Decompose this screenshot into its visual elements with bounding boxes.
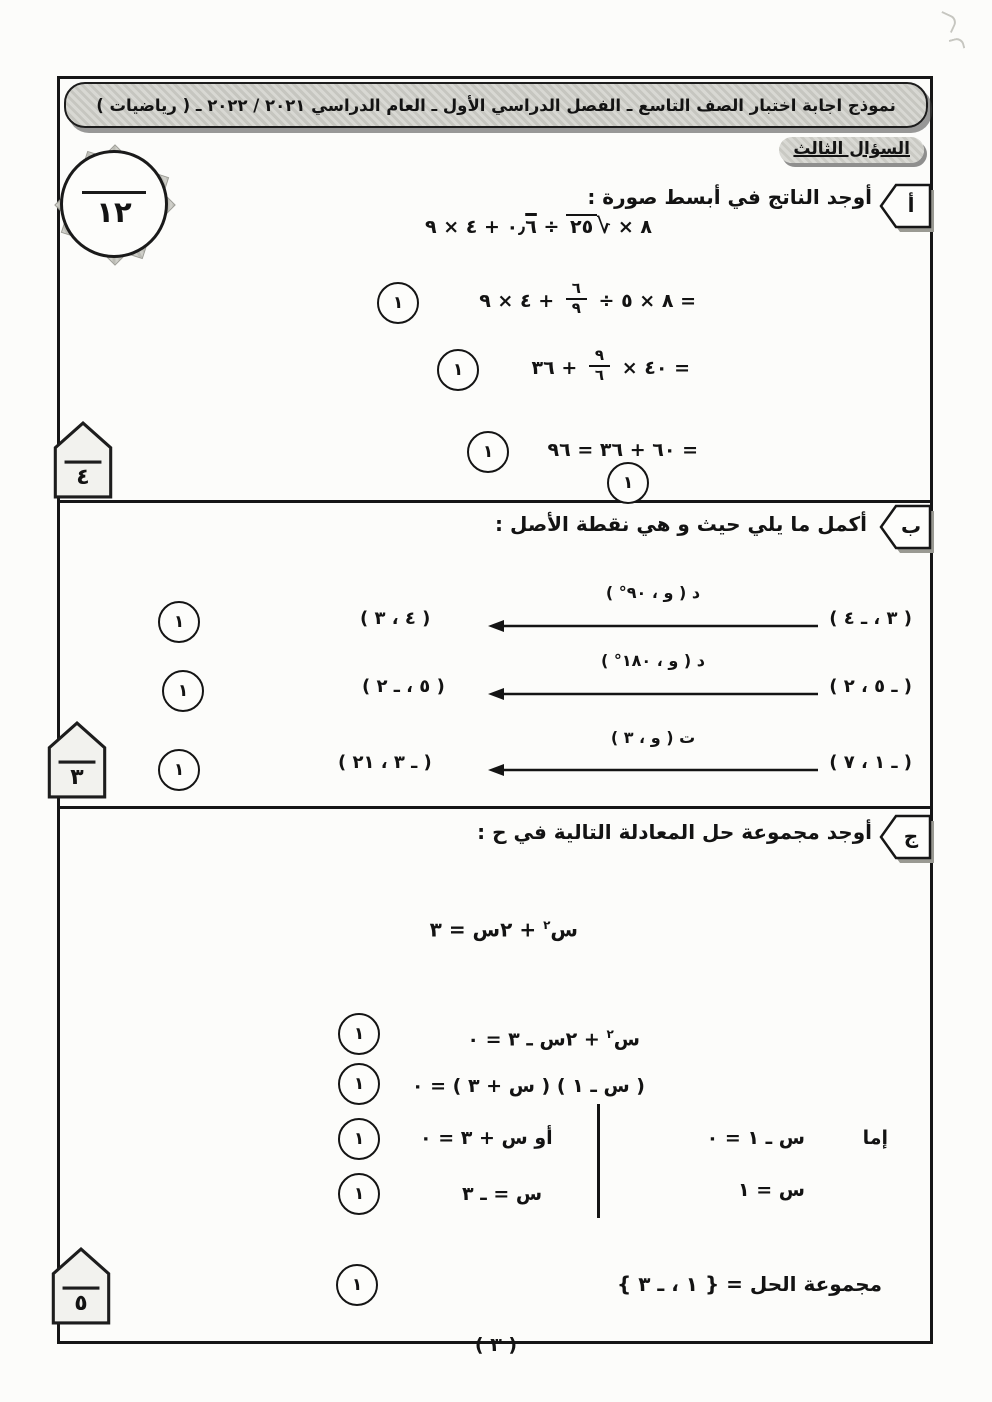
transformation-label: ت ( و ، ٣ ): [610, 728, 696, 747]
section-divider: [57, 500, 933, 503]
coordinate-to: ( ٥ ، ـ ٢ ): [362, 676, 445, 697]
tab-letter: ب: [900, 514, 922, 538]
solution-step-3-right: س ـ ١ = ٠: [706, 1127, 805, 1149]
fraction-numerator: ٩: [589, 347, 610, 366]
mark-circle: [158, 749, 200, 791]
solution-set: مجموعة الحل = { ١ ، ـ ٣ }: [617, 1272, 882, 1296]
expr-part: س: [613, 1028, 640, 1051]
mark-circle: [162, 670, 204, 712]
page-number: ( ٣ ): [474, 1334, 518, 1356]
mark-value: ١: [392, 293, 404, 313]
mark-value: ١: [173, 612, 185, 632]
coordinate-from: ( ـ ٥ ، ٢ ): [829, 676, 912, 697]
mark-value: ١: [353, 1129, 365, 1149]
mark-value: ١: [353, 1184, 365, 1204]
mark-value: ١: [452, 360, 464, 380]
expr-part: + ٢س = ٣: [429, 917, 537, 942]
mark-circle: [338, 1063, 380, 1105]
question-label-text: السؤال الثالث: [793, 139, 910, 159]
solution-step-4-right: س = ١: [738, 1179, 805, 1201]
title-banner-text: نموذج اجابة اختبار الصف التاسع ـ الفصل الدراسي الأول ـ العام الدراسي ٢٠٢١ / ٢٠٢٢ ـ ( رياضيات ): [96, 95, 896, 115]
expr-part: ٨ ×: [617, 216, 652, 238]
pen-scribble: [935, 11, 958, 33]
expression-line-3: [532, 348, 690, 388]
expr-part: = ٤٠ ×: [621, 357, 690, 379]
coordinate-to: ( ـ ٣ ، ٢١ ): [338, 752, 432, 773]
or-divider-line: [597, 1104, 600, 1218]
maps-to-arrow-icon: [488, 762, 818, 778]
mark-value: ١: [353, 1074, 365, 1094]
fraction-denominator: ٩: [571, 298, 581, 317]
exponent: ٢: [606, 1027, 614, 1041]
section-c-mark-value: ٥: [74, 1291, 88, 1316]
section-a-mark-stamp: [52, 420, 114, 500]
coordinate-from: ( ٣ ، ـ ٤ ): [829, 608, 912, 629]
mark-circle: [338, 1013, 380, 1055]
maps-to-arrow-icon: [488, 618, 818, 634]
expr-part: + ٣٦: [531, 357, 578, 379]
mark-circle: [437, 349, 479, 391]
mark-value: ١: [177, 681, 189, 701]
mark-value: ١: [351, 1275, 363, 1295]
mark-circle: [338, 1118, 380, 1160]
either-label: إما: [862, 1127, 888, 1149]
expr-part: ÷ ٠٫: [506, 216, 560, 238]
solution-step-3-left: أو س + ٣ = ٠: [420, 1127, 553, 1149]
total-mark-circle: [60, 150, 168, 258]
transformation-label: د ( و ، ٩٠° ): [605, 583, 701, 602]
radical-icon: √: [597, 214, 612, 238]
question-label: [779, 137, 924, 163]
mark-circle: [467, 431, 509, 473]
mark-value: ١: [622, 473, 634, 493]
coordinate-from: ( ـ ١ ، ٧ ): [829, 752, 912, 773]
section-b-mark-stamp: [46, 720, 108, 800]
fraction-numerator: ٦: [566, 280, 587, 299]
section-c-heading: أوجد مجموعة حل المعادلة التالية في ح :: [477, 820, 872, 844]
expr-part: + ٤ × ٩: [479, 290, 555, 312]
expr-part: + ٢س ـ ٣ = ٠: [467, 1028, 600, 1051]
fraction: [566, 280, 587, 317]
mark-circle: [607, 462, 649, 504]
mark-circle: [158, 601, 200, 643]
section-a-heading: أوجد الناتج في أبسط صورة :: [587, 185, 872, 209]
expression-line-2: [479, 281, 696, 321]
mark-value: ١: [482, 442, 494, 462]
total-mark-value: ١٢: [96, 195, 132, 229]
solution-step-2: ( س ـ ١ ) ( س + ٣ ) = ٠: [411, 1075, 645, 1097]
exponent: ٢: [543, 918, 551, 932]
coordinate-to: ( ٤ ، ٣ ): [360, 608, 431, 629]
tab-letter: أ: [907, 193, 915, 217]
maps-to-arrow-icon: [488, 686, 818, 702]
section-b-mark-value: ٣: [70, 765, 84, 790]
expression-line-4: = ٦٠ + ٣٦ = ٩٦: [547, 439, 698, 461]
expr-part: = ٨ × ٥ ÷: [598, 290, 696, 312]
mark-value: ١: [353, 1024, 365, 1044]
total-mark-stamp: [44, 136, 184, 272]
title-banner: [64, 82, 928, 128]
fraction: [589, 347, 610, 384]
solution-step-4-left: س = ـ ٣: [462, 1183, 543, 1205]
expression-line-1: [425, 206, 652, 247]
section-c-mark-stamp: [50, 1246, 112, 1326]
transformation-label: د ( و ، ١٨٠° ): [600, 651, 705, 670]
mark-value: ١: [173, 760, 185, 780]
tab-section-a: [876, 182, 934, 232]
section-a-mark-value: ٤: [76, 465, 90, 490]
solution-step-1: [467, 1014, 640, 1059]
tab-letter: ج: [903, 824, 919, 848]
expr-part: + ٤ × ٩: [424, 216, 500, 238]
repeating-decimal: ٦: [525, 216, 537, 238]
mark-circle: [377, 282, 419, 324]
mark-circle: [336, 1264, 378, 1306]
section-divider: [57, 806, 933, 809]
section-b-heading: أكمل ما يلي حيث و هي نقطة الأصل :: [495, 512, 867, 536]
expr-part: س: [550, 917, 578, 942]
pen-scribble: [949, 36, 966, 51]
fraction-denominator: ٦: [594, 365, 605, 384]
tab-section-c: [876, 813, 934, 863]
equation: [430, 905, 578, 950]
radicand: ٢٥: [566, 214, 597, 238]
tab-section-b: [876, 503, 934, 553]
mark-circle: [338, 1173, 380, 1215]
